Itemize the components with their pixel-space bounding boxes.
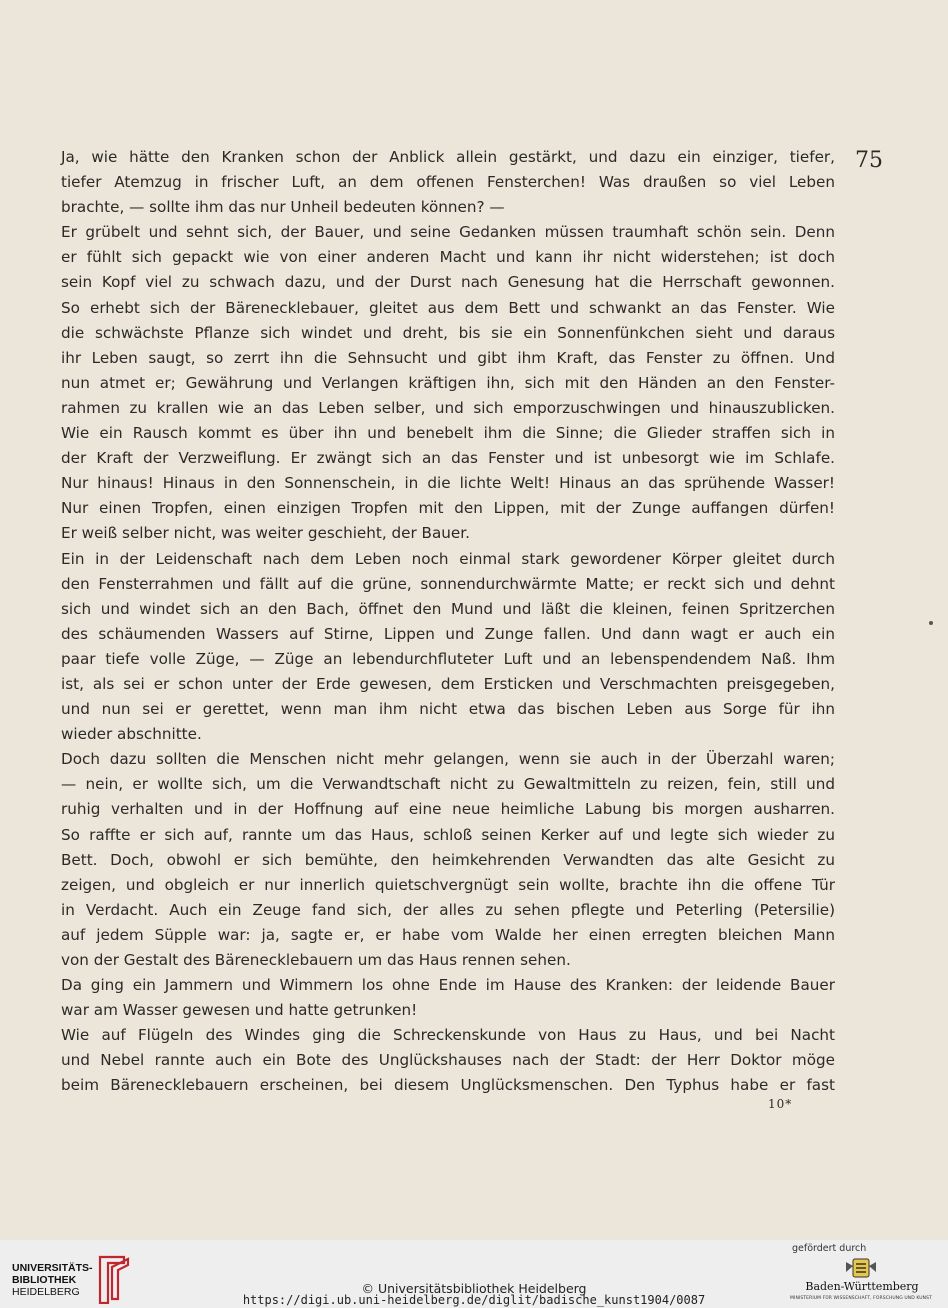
sponsor-name: Baden-Württemberg: [805, 1280, 919, 1293]
text-line: tiefer Atemzug in frischer Luft, an dem offenen Fensterchen! Was draußen so viel Leben: [61, 173, 835, 192]
text-line: paar tiefe volle Züge, — Züge an lebendurchfluteter Luft und an lebenspendendem Naß. Ihm: [61, 649, 835, 668]
text-line: zeigen, und obgleich er nur innerlich quietschvergnügt sein wollte, brachte ihn die offene Tür: [61, 875, 835, 894]
text-line: So erhebt sich der Bärenecklebauer, gleitet aus dem Bett und schwankt an das Fenster. Wie: [61, 298, 835, 317]
body-text: [61, 145, 835, 1099]
text-line: Er grübelt und sehnt sich, der Bauer, und seine Gedanken müssen traumhaft schön sein. Denn: [61, 223, 835, 242]
text-line: brachte, — sollte ihm das nur Unheil bedeuten können? —: [61, 198, 505, 217]
signature-mark: 10*: [768, 1097, 793, 1111]
text-line: des schäumenden Wassers auf Stirne, Lippen und Zunge fallen. Und dann wagt er auch ein: [61, 624, 835, 643]
text-line: Wie ein Rausch kommt es über ihn und benebelt ihm die Sinne; die Glieder straffen sich in: [61, 424, 835, 443]
text-line: auf jedem Süpple war: ja, sagte er, er habe vom Walde her einen erregten bleichen Mann: [61, 925, 835, 944]
text-line: von der Gestalt des Bärenecklebauern um das Haus rennen sehen.: [61, 951, 571, 969]
text-line: Doch dazu sollten die Menschen nicht mehr gelangen, wenn sie auch in der Überzahl waren;: [61, 750, 835, 769]
text-line: ist, als sei er schon unter der Erde gewesen, dem Ersticken und Verschmachten preisgegeben,: [61, 674, 835, 693]
library-name-line3: HEIDELBERG: [12, 1286, 80, 1298]
library-name-line2: BIBLIOTHEK: [12, 1274, 77, 1286]
text-line: wieder abschnitte.: [61, 725, 202, 744]
text-line: in Verdacht. Auch ein Zeuge fand sich, der alles zu sehen pflegte und Peterling (Petersilie): [61, 900, 835, 919]
page-number: 75: [855, 148, 883, 173]
text-line: Da ging ein Jammern und Wimmern los ohne Ende im Hause des Kranken: der leidende Bauer: [61, 976, 835, 995]
text-line: war am Wasser gewesen und hatte getrunken!: [61, 1001, 418, 1020]
text-line: Nur einen Tropfen, einen einzigen Tropfen mit den Lippen, mit der Zunge auffangen dürfen!: [61, 499, 835, 518]
text-line: Er weiß selber nicht, was weiter geschieht, der Bauer.: [61, 524, 470, 543]
text-line: er fühlt sich gepackt wie von einer anderen Macht und kann ihr nicht widerstehen; ist doch: [61, 248, 835, 267]
text-line: — nein, er wollte sich, um die Verwandtschaft nicht zu Gewaltmitteln zu reizen, fein, still und: [61, 775, 835, 794]
text-line: rahmen zu krallen wie an das Leben selber, und sich emporzuschwingen und hinauszublicken.: [61, 398, 835, 417]
text-line: ihr Leben saugt, so zerrt ihn die Sehnsucht und gibt ihm Kraft, das Fenster zu öffnen. Und: [61, 348, 835, 367]
copyright-notice: © Universitätsbibliothek Heidelberg: [361, 1281, 587, 1296]
baden-wuerttemberg-crest-icon: [844, 1256, 878, 1280]
permalink[interactable]: https://digi.ub.uni-heidelberg.de/diglit/badische_kunst1904/0087: [242, 1293, 706, 1307]
text-line: die schwächste Pflanze sich windet und dreht, bis sie ein Sonnenfünkchen sieht und daraus: [61, 323, 835, 342]
text-line: Wie auf Flügeln des Windes ging die Schreckenskunde von Haus zu Haus, und bei Nacht: [61, 1026, 835, 1045]
text-line: und nun sei er gerettet, wenn man ihm nicht etwa das bischen Leben aus Sorge für ihn: [61, 700, 835, 719]
text-line: Ein in der Leidenschaft nach dem Leben noch einmal stark gewordener Körper gleitet durch: [61, 549, 835, 568]
text-line: beim Bärenecklebauern erscheinen, bei diesem Unglücksmenschen. Den Typhus habe er fast: [61, 1076, 835, 1095]
text-line: Ja, wie hätte den Kranken schon der Anblick allein gestärkt, und dazu ein einziger, tiefer,: [61, 148, 835, 166]
text-line: So raffte er sich auf, rannte um das Haus, schloß seinen Kerker auf und legte sich wieder zu: [61, 825, 835, 844]
text-line: sein Kopf viel zu schwach dazu, und der Durst nach Genesung hat die Herrschaft gewonnen.: [61, 273, 835, 292]
text-line: nun atmet er; Gewährung und Verlangen kräftigen ihn, sich mit den Händen an den Fenster-: [61, 373, 835, 392]
text-line: den Fensterrahmen und fällt auf die grüne, sonnendurchwärmte Matte; er reckt sich und dehnt: [61, 574, 835, 593]
scan-speck: [929, 621, 933, 625]
funded-by-label: gefördert durch: [792, 1243, 867, 1254]
sponsor-ministry: MINISTERIUM FÜR WISSENSCHAFT, FORSCHUNG UND KUNST: [790, 1296, 932, 1301]
text-line: Bett. Doch, obwohl er sich bemühte, den heimkehrenden Verwandten das alte Gesicht zu: [61, 850, 835, 869]
text-line: Nur hinaus! Hinaus in den Sonnenschein, in die lichte Welt! Hinaus an das sprühende Wasser!: [61, 474, 835, 493]
text-line: und Nebel rannte auch ein Bote des Unglückshauses nach der Stadt: der Herr Doktor möge: [61, 1051, 835, 1070]
text-line: der Kraft der Verzweiflung. Er zwängt sich an das Fenster und ist unbesorgt wie im Schlafe.: [61, 449, 835, 468]
text-line: ruhig verhalten und in der Hoffnung auf eine neue heimliche Labung bis morgen ausharren.: [61, 800, 835, 819]
library-name-line1: UNIVERSITÄTS-: [12, 1262, 93, 1274]
text-line: sich und windet sich an den Bach, öffnet den Mund und läßt die kleinen, feinen Spritzerchen: [61, 599, 835, 618]
